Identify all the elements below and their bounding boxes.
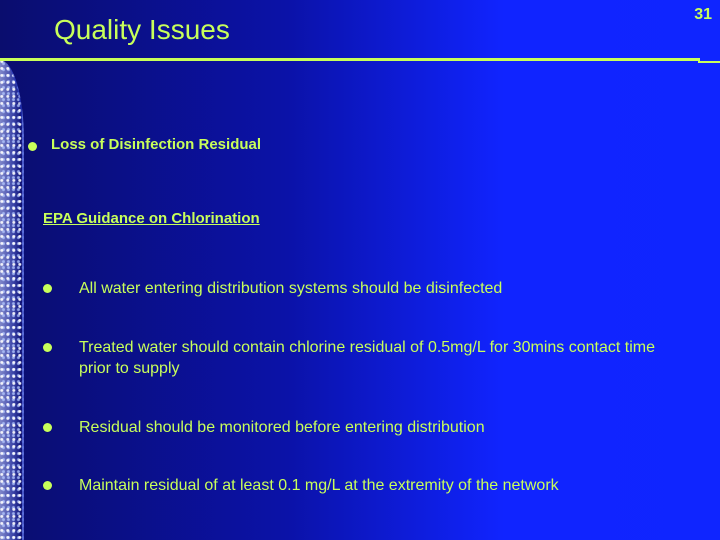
bullet-dot-icon [43, 481, 52, 490]
slide-title: Quality Issues [54, 14, 230, 45]
list-item-text: Treated water should contain chlorine residual of 0.5mg/L for 30mins contact time prior to supply [79, 339, 655, 377]
title-divider-tail [698, 61, 720, 63]
list-item [43, 337, 669, 379]
list-item-text: All water entering distribution systems should be disinfected [79, 280, 503, 297]
bullet-dot-icon [28, 142, 37, 151]
list-item [43, 417, 679, 438]
bullet-dot-icon [43, 343, 52, 352]
main-bullet-text: Loss of Disinfection Residual [51, 136, 262, 153]
list-item [43, 475, 699, 496]
section-heading: EPA Guidance on Chlorination [43, 210, 260, 227]
bullet-dot-icon [43, 423, 52, 432]
list-item-text: Maintain residual of at least 0.1 mg/L at the extremity of the network [79, 477, 559, 494]
main-bullet [28, 136, 261, 153]
decorative-texture [0, 60, 24, 540]
list-item [43, 278, 679, 299]
title-divider [0, 58, 700, 61]
bullet-dot-icon [43, 284, 52, 293]
list-item-text: Residual should be monitored before entering distribution [79, 419, 485, 436]
page-number: 31 [694, 6, 712, 23]
